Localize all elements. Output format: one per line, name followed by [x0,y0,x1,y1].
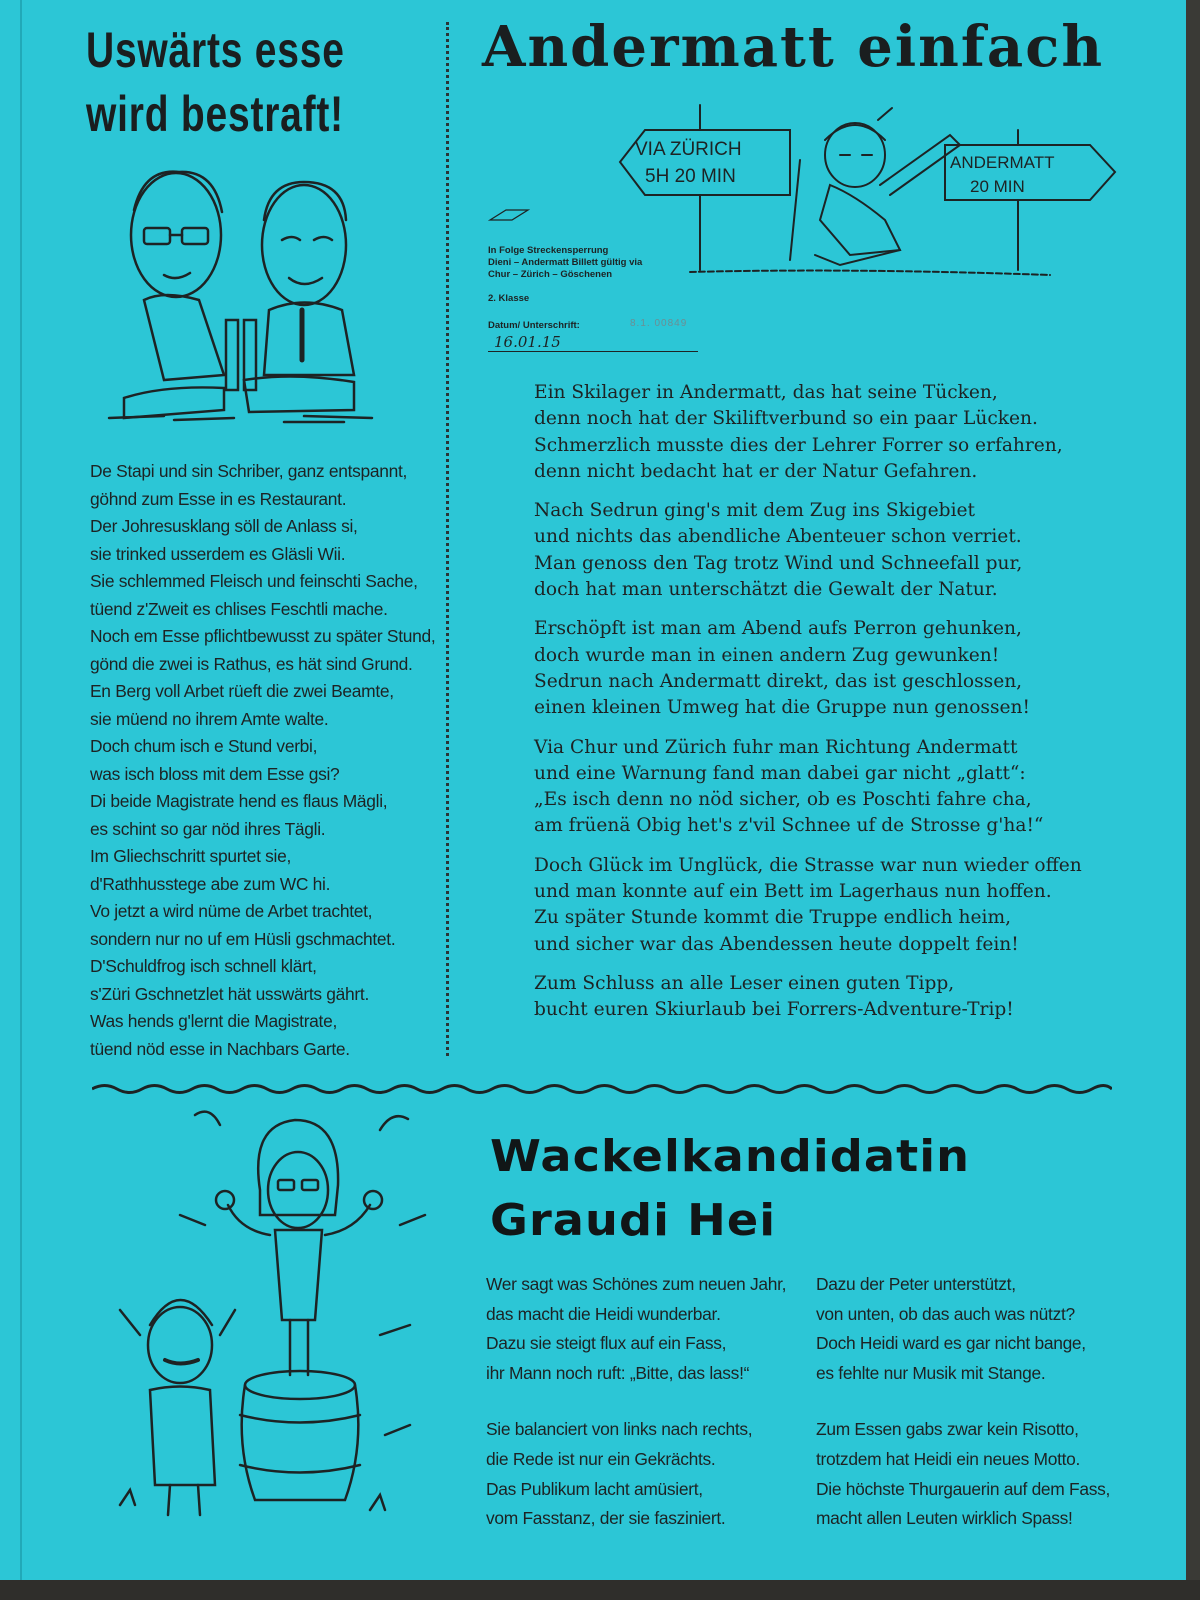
ticket-signature: 16.01.15 [488,333,698,352]
stanza: Ein Skilager in Andermatt, das hat seine Tücken, denn noch hat der Skiliftverbund so ein paar Lücken. Schmerzlich musste dies der Lehrer Forrer so erfahren, denn nicht bedacht hat er der Natur Gefahren. [534,382,1063,482]
page-edge-shadow [1186,0,1200,1600]
ticket-class: 2. Klasse [488,293,530,304]
article-left-poem: De Stapi und sin Schriber, ganz entspannt, göhnd zum Esse in es Restaurant. Der Johresusklang söll de Anlass si, sie trinked usserdem es Gläsli Wii. Sie schlemmed Fleisch und feinschti Sache, tüend z'Zweit es chlises Feschtli mache. Noch em Esse pflichtbewusst zu später Stund, gönd die zwei is Rathus, es hät sind Grund. En Berg voll Arbet rüeft die zwei Beamte, sie müend no ihrem Amte walte. Doch chum isch e Stund verbi, was isch bloss mit dem Esse gsi? Di beide Magistrate hend es flaus Mägli, es schint so gar nöd ihres Tägli. Im Gliechschritt spurtet sie, d'Rathhusstege abe zum WC hi. Vo jetzt a wird nüme de Arbet trachtet, sondern nur no uf em Hüsli gschmachtet. D'Schuldfrog isch schnell klärt, s'Züri Gschnetzlet hät usswärts gährt. Was hends g'lernt die Magistrate, tüend nöd esse in Nachbars Garte. [90,461,436,1059]
table-surface [0,1580,1200,1600]
ticket-stamp: 8.1. 00849 [630,318,688,329]
sign-left-line1: VIA ZÜRICH [635,139,742,160]
stanza: Via Chur und Zürich fuhr man Richtung Andermatt und eine Warnung fand man dabei gar nicht „glatt“: „Es isch denn no nöd sicher, ob es Poschti fahre cha, am früenä Obig het's z'vil Schnee uf de Strosse g'ha!“ [534,736,1044,837]
stanza: Erschöpft ist man am Abend aufs Perron gehunken, doch wurde man in einen andern Zug gewunken! Sedrun nach Andermatt direkt, das ist geschlossen, einen kleinen Umweg hat die Gruppe nun genossen! [534,618,1030,719]
sign-right-line1: ANDERMATT [950,153,1055,172]
article-bottom-column-1 [486,1270,796,1561]
stanza: Zum Schluss an alle Leser einen guten Tipp, bucht euren Skiurlaub bei Forrers-Adventure-Trip! [534,972,1014,1021]
stanza: Wer sagt was Schönes zum neuen Jahr, das macht die Heidi wunderbar. Dazu sie steigt flux auf ein Fass, ihr Mann noch ruft: „Bitte, das lass!“ [486,1274,787,1383]
ticket-signature-label: Datum/ Unterschrift: [488,320,580,331]
stanza: Doch Glück im Unglück, die Strasse war nun wieder offen und man konnte auf ein Bett im Lagerhaus nun hoffen. Zu später Stunde kommt die Truppe endlich heim, und sicher war das Abendessen heute doppelt fein! [534,854,1082,955]
railway-logo-icon [488,208,530,222]
sign-left-line2: 5H 20 MIN [645,166,736,187]
article-bottom-column-2 [816,1270,1126,1561]
sign-right-line2: 20 MIN [970,177,1025,196]
article-right-title: Andermatt einfach [482,14,1105,80]
woman-on-barrel-cartoon [110,1105,450,1535]
page-fold [20,0,22,1580]
stanza: Nach Sedrun ging's mit dem Zug ins Skigebiet und nichts das abendliche Abenteuer schon verriet. Man genoss den Tag trotz Wind und Schneefall pur, doch hat man unterschätzt die Gewalt der Natur. [534,500,1023,601]
article-left-title: Uswärts esse wird bestraft! [86,22,345,142]
article-bottom-title: Wackelkandidatin Graudi Hei [490,1131,971,1246]
stanza: Dazu der Peter unterstützt, von unten, ob das auch was nützt? Doch Heidi ward es gar nicht bange, es fehlte nur Musik mit Stange. [816,1274,1086,1383]
officials-on-toilets-cartoon [104,160,394,440]
article-right-poem [534,380,1134,1037]
column-divider [446,22,449,1056]
stanza: Zum Essen gabs zwar kein Risotto, trotzdem hat Heidi ein neues Motto. Die höchste Thurgauerin auf dem Fass, macht allen Leuten wirklich Spass! [816,1419,1111,1529]
train-ticket [488,208,718,352]
wavy-separator [92,1082,1112,1096]
stanza: Sie balanciert von links nach rechts, die Rede ist nur ein Gekrächts. Das Publikum lacht amüsiert, vom Fasstanz, der sie fasziniert. [486,1419,753,1529]
ticket-note: In Folge Streckensperrung Dieni – Andermatt Billett gültig via Chur – Zürich – Göschenen [488,245,643,280]
